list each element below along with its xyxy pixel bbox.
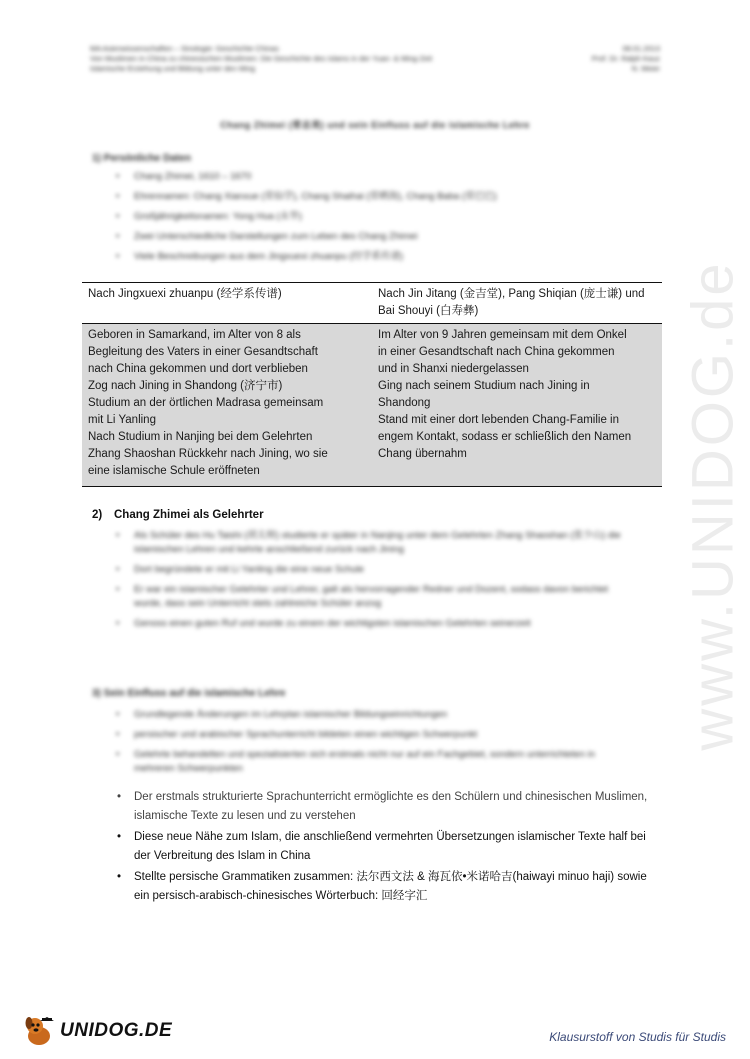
document-header [90, 44, 660, 74]
unidog-logo [22, 1014, 172, 1048]
list-item: • Chang Zhimei, 1610 – 1670 [114, 170, 654, 184]
list-item: • Grundlegende Änderungen im Lehrplan islamischer Bildungseinrichtungen [114, 708, 634, 722]
list-item: • persischer und arabischer Sprachunterricht bildeten einen wichtigen Schwerpunkt [114, 728, 634, 742]
section-3-visible-list [114, 788, 659, 908]
cell-line: Ging nach seinem Studium nach Jining in [378, 380, 590, 392]
section-2-list [114, 529, 634, 637]
list-item: • Genoss einen guten Ruf und wurde zu einem der wichtigsten islamischen Gelehrten seinerzeit [114, 617, 634, 631]
table-cell-col1 [82, 324, 372, 487]
watermark [668, 259, 750, 751]
section-3-list [114, 708, 634, 782]
cell-line: Stand mit einer dort lebenden Chang-Familie in [378, 414, 619, 426]
cell-line: Chang übernahm [378, 448, 467, 460]
cell-line: in einer Gesandtschaft nach China gekommen [378, 346, 615, 358]
list-item: • Zwei Unterschiedliche Darstellungen zum Leben des Chang Zhimei [114, 230, 654, 244]
cell-line: nach China gekommen und dort verblieben [88, 363, 308, 375]
header-course: MA Asienwissenschaften – Sinologie: Geschichte Chinas [90, 44, 279, 53]
list-item: • Viele Beschreibungen aus dem Jingxuexi zhuanpu (经学系传谱) [114, 250, 654, 264]
cell-line: eine islamische Schule eröffneten [88, 465, 260, 477]
section-2-title: Chang Zhimei als Gelehrter [114, 509, 264, 521]
header-seminar: Von Muslimen in China zu chinesischen Muslimen: Die Geschichte des Islams in der Yuan- & Ming-Zeit [90, 54, 433, 63]
table-cell-col2 [372, 324, 662, 487]
comparison-table [82, 282, 662, 487]
header-author: N. Meier [631, 64, 660, 73]
watermark-text: www.UNIDOG.de [680, 259, 746, 751]
cell-line: Zog nach Jining in Shandong (济宁市) [88, 380, 283, 392]
footer-slogan: Klausurstoff von Studis für Studis [549, 1030, 726, 1044]
cell-line: Shandong [378, 397, 431, 409]
table-header-col1: Nach Jingxuexi zhuanpu (经学系传谱) [82, 283, 372, 324]
list-item: • Als Schüler des Hu Taishi (胡太师) studierte er später in Nanjing unter dem Gelehrten Zhang Shaoshan (张少山) die islamischen Lehren und kehrte anschließend zurück nach Jining [114, 529, 634, 557]
section-3-heading: 3) Sein Einfluss auf die islamische Lehre [92, 688, 286, 699]
table-header-row [82, 283, 662, 324]
section-1-list [114, 170, 654, 270]
list-item: • Stellte persische Grammatiken zusammen: 法尔西文法 & 海瓦依•米诺哈吉(haiwayi minuo haji) sowie ein persisch-arabisch-chinesisches Wörterbuch: 回经字汇 [114, 868, 659, 906]
cell-line: Im Alter von 9 Jahren gemeinsam mit dem Onkel [378, 329, 627, 341]
header-professor: Prof. Dr. Ralph Kauz [591, 54, 660, 63]
table-row [82, 324, 662, 487]
cell-line: engem Kontakt, sodass er schließlich den Namen [378, 431, 632, 443]
cell-line: und in Shanxi niedergelassen [378, 363, 529, 375]
list-item: • Ehrennamen: Chang Xianxue (常仙学), Chang Shaihai (常晒海), Chang Baba (常巴巴) [114, 190, 654, 204]
section-2-number: 2) [92, 509, 103, 521]
cell-line: Begleitung des Vaters in einer Gesandtschaft [88, 346, 318, 358]
header-topic: Islamische Erziehung und Bildung unter den Ming [90, 64, 256, 73]
list-item: • Er war ein islamischer Gelehrter und Lehrer, galt als hervorragender Redner und Dozent, sodass davon berichtet wurde, dass sein Unterricht stets zahlreiche Schüler anzog [114, 583, 634, 611]
section-1-heading: 1) Persönliche Daten [92, 153, 191, 164]
cell-line: Studium an der örtlichen Madrasa gemeinsam [88, 397, 324, 409]
cell-line: Geboren in Samarkand, im Alter von 8 als [88, 329, 301, 341]
logo-text: UNIDOG.DE [60, 1020, 173, 1041]
table-header-col2: Nach Jin Jitang (金吉堂), Pang Shiqian (庞士谦) und Bai Shouyi (白寿彝) [372, 283, 662, 324]
section-2-heading [92, 509, 264, 521]
list-item: • Diese neue Nähe zum Islam, die anschließend vermehrten Übersetzungen islamischer Texte half bei der Verbreitung des Islam in China [114, 828, 659, 866]
list-item: • Dort begründete er mit Li Yanling die eine neue Schule [114, 563, 634, 577]
list-item: • Der erstmals strukturierte Sprachunterricht ermöglichte es den Schülern und chinesischen Muslimen, islamische Texte zu lesen und zu verstehen [114, 788, 659, 826]
page-title: Chang Zhimei (常志美) und sein Einfluss auf die islamische Lehre [220, 120, 530, 130]
header-date: 08.01.2013 [622, 44, 660, 53]
list-item: • Gelehrte behandelten und spezialisierten sich erstmals nicht nur auf ein Fachgebiet, sondern unterrichteten in mehreren Schwerpunkten [114, 748, 634, 776]
cell-line: mit Li Yanling [88, 414, 156, 426]
cell-line: Nach Studium in Nanjing bei dem Gelehrten [88, 431, 313, 443]
list-item: • Großjährigkeitsnamen: Yong Hua (永华) [114, 210, 654, 224]
cell-line: Zhang Shaoshan Rückkehr nach Jining, wo sie [88, 448, 328, 460]
dog-mascot-icon [22, 1014, 56, 1048]
